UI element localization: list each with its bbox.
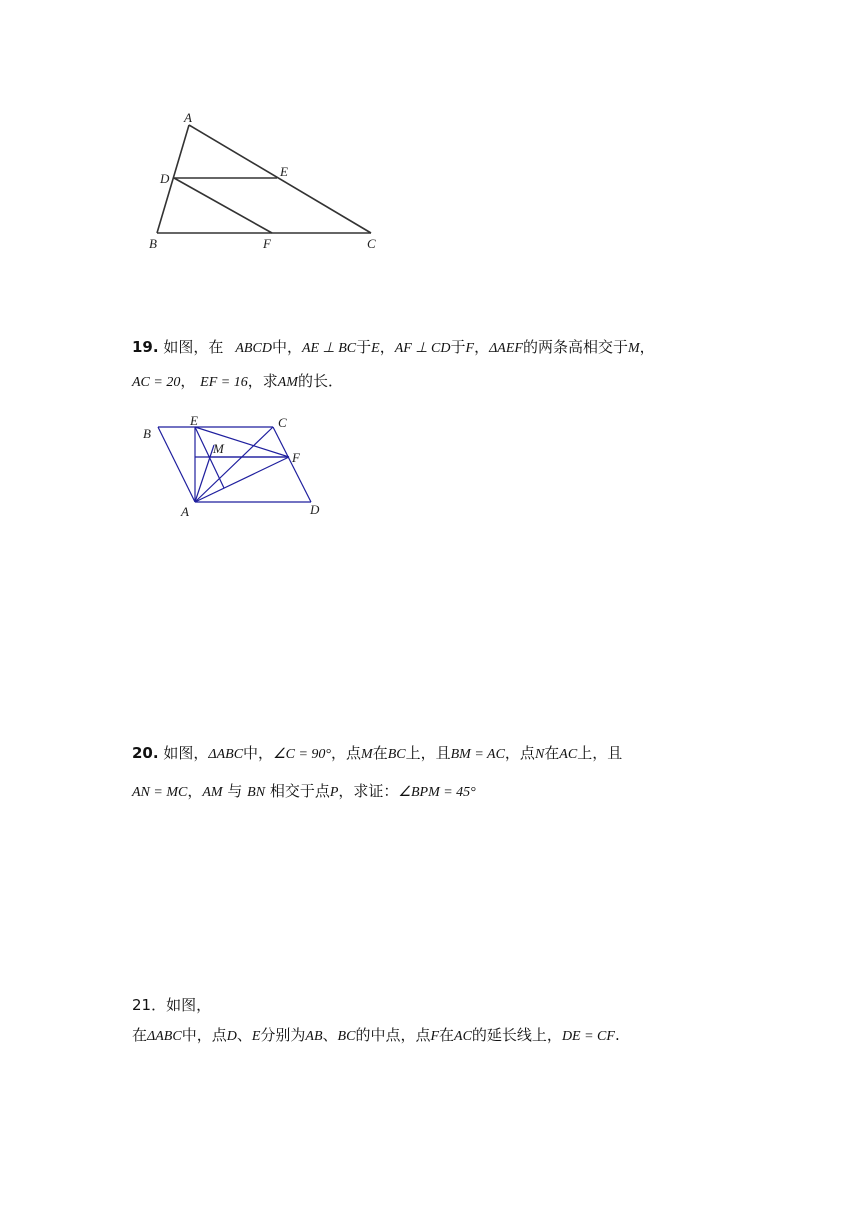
q21-heading: 21．如图， xyxy=(132,996,212,1014)
parallelogram-figure xyxy=(138,410,338,522)
triangle-figure xyxy=(140,108,400,258)
label-E: E xyxy=(280,164,288,179)
label-F: F xyxy=(292,450,300,465)
label-M: M xyxy=(213,441,224,456)
segment-AC xyxy=(195,427,273,502)
q20-line1: 20. 如图，ΔABC中，∠C = 90°，点M在BC上，且BM = AC，点N在AC上，且 xyxy=(132,744,623,762)
segment-AB xyxy=(158,427,195,502)
label-C: C xyxy=(367,236,376,251)
q21-line1 xyxy=(132,995,211,1015)
label-B: B xyxy=(143,426,151,441)
label-B: B xyxy=(149,236,157,251)
label-C: C xyxy=(278,415,287,430)
q20-line2: AN = MC，AM 与 BN 相交于点P，求证：∠BPM = 45° xyxy=(132,782,476,800)
segment-AF xyxy=(195,457,289,502)
segment-DF xyxy=(174,178,272,233)
segment-AC xyxy=(189,125,371,233)
label-D: D xyxy=(160,171,170,186)
q19-line2: AC = 20， EF = 16，求AM的长． xyxy=(132,372,343,390)
q21-line2: 在ΔABC中，点D、E分别为AB、BC的中点，点F在AC的延长线上，DE = CF. xyxy=(132,1026,620,1044)
q19-line1: 19. 如图，在 ABCD中，AE ⊥ BC于E，AF ⊥ CD于F，ΔAEF的两条高相交于M， xyxy=(132,338,655,356)
label-A: A xyxy=(181,504,189,519)
q19-number: 19. xyxy=(132,338,159,356)
label-A: A xyxy=(184,110,192,125)
label-E: E xyxy=(190,413,198,428)
label-F: F xyxy=(263,236,271,251)
q20-number: 20. xyxy=(132,744,159,762)
label-D: D xyxy=(310,502,320,517)
